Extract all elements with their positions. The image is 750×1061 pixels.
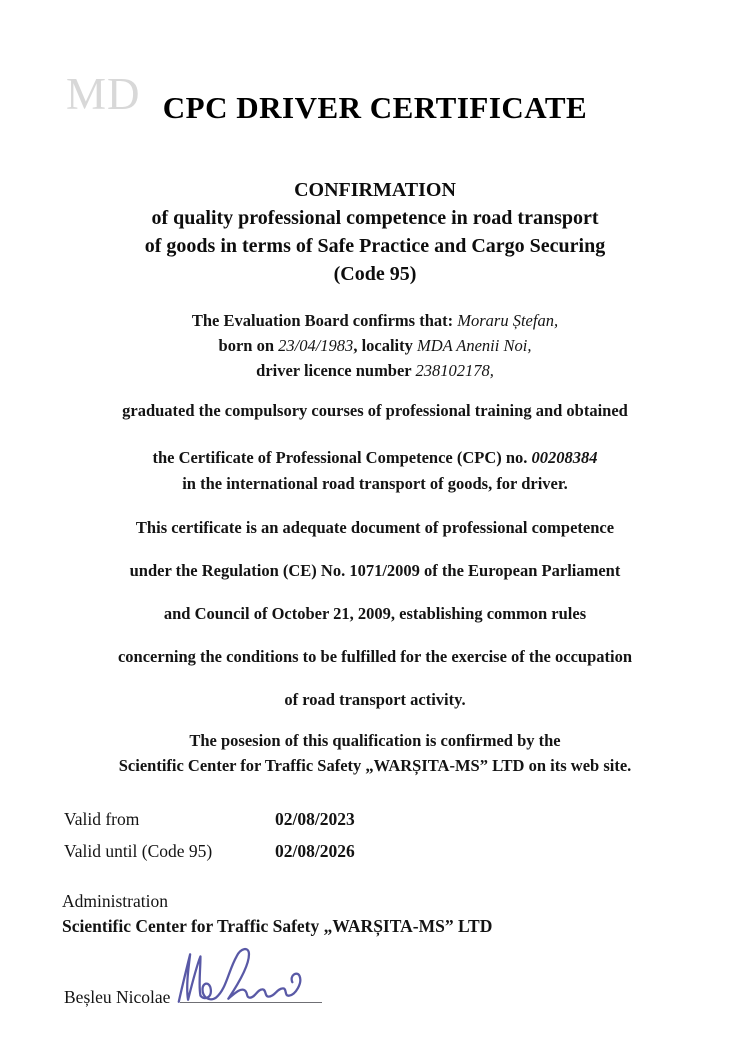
possession-block (0, 729, 750, 778)
administration-label: Administration (62, 891, 168, 911)
body-paragraph: concerning the conditions to be fulfilled for the exercise of the occupation (117, 647, 633, 666)
valid-until-row (64, 841, 750, 862)
evaluation-block (0, 308, 750, 383)
cpc-block (0, 445, 750, 497)
signature-line (180, 988, 322, 1003)
cpc-line-2: in the international road transport of goods, for driver. (182, 474, 568, 493)
born-on-label: born on (218, 336, 279, 355)
confirmation-line: of quality professional competence in road transport (151, 207, 599, 229)
body-paragraph: This certificate is an adequate document of professional competence (135, 518, 615, 537)
administration-company: Scientific Center for Traffic Safety „WARȘITA-MS” LTD (62, 916, 493, 936)
possession-line: The posesion of this qualification is confirmed by the (189, 731, 561, 750)
cpc-line-1 (0, 445, 750, 471)
evaluation-label: The Evaluation Board confirms that: (191, 311, 458, 330)
holder-name: Moraru Ștefan, (457, 311, 559, 330)
locality-value: MDA Anenii Noi, (417, 336, 532, 355)
administration-block (62, 889, 750, 938)
confirmation-line: (Code 95) (333, 263, 417, 285)
body-paragraph: and Council of October 21, 2009, establishing common rules (163, 604, 587, 623)
cpc-number: 00208384 (531, 448, 598, 467)
confirmation-line: of goods in terms of Safe Practice and Cargo Securing (144, 235, 606, 257)
locality-label: , locality (353, 336, 418, 355)
valid-from-date: 02/08/2023 (275, 809, 355, 829)
signatory-name: Beșleu Nicolae (64, 987, 171, 1007)
md-watermark: MD (66, 69, 141, 119)
evaluation-line-1 (0, 308, 750, 333)
valid-until-label: Valid until (Code 95) (64, 841, 213, 861)
valid-until-date: 02/08/2026 (275, 841, 355, 861)
body-paragraph: under the Regulation (CE) No. 1071/2009 of the European Parliament (129, 561, 621, 580)
licence-label: driver licence number (256, 361, 416, 380)
possession-line: Scientific Center for Traffic Safety „WARȘITA-MS” LTD on its web site. (118, 755, 632, 775)
signature-block (64, 987, 750, 1008)
validity-block (64, 809, 750, 862)
page-title: CPC DRIVER CERTIFICATE (162, 90, 588, 125)
evaluation-line-3 (0, 358, 750, 383)
licence-number: 238102178, (415, 361, 494, 380)
confirmation-heading: CONFIRMATION (294, 179, 456, 201)
confirmation-block (0, 176, 750, 288)
graduated-paragraph: graduated the compulsory courses of professional training and obtained (122, 401, 628, 420)
cpc-label: the Certificate of Professional Competence (CPC) no. (152, 448, 532, 467)
evaluation-line-2 (0, 333, 750, 358)
valid-from-label: Valid from (64, 809, 140, 829)
signature-ink (170, 944, 330, 1008)
valid-from-row (64, 809, 750, 830)
birth-date: 23/04/1983 (278, 336, 354, 355)
body-paragraph: of road transport activity. (284, 690, 466, 709)
